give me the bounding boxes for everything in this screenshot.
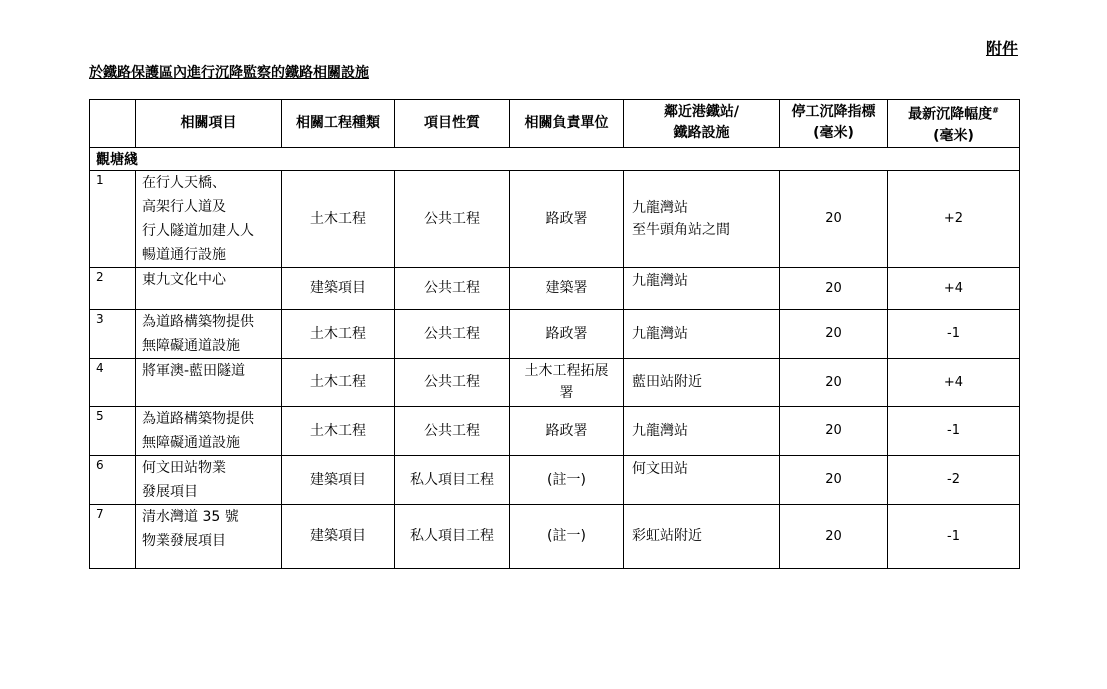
department-cell	[510, 170, 624, 267]
section-title: 觀塘綫	[90, 147, 1020, 170]
row-number: 3	[90, 309, 136, 358]
stop-threshold-cell: 20	[780, 406, 888, 455]
station-cell	[624, 309, 780, 358]
header-latest-settlement	[888, 100, 1020, 148]
department-cell	[510, 267, 624, 309]
work-type-cell: 土木工程	[282, 309, 395, 358]
header-nature: 項目性質	[395, 100, 510, 148]
latest-settlement-cell: -1	[888, 504, 1020, 568]
item-line: 在行人天橋、	[142, 174, 226, 191]
item-line: 為道路構築物提供	[142, 410, 254, 427]
stop-threshold-cell: 20	[780, 455, 888, 504]
nature-cell: 私人項目工程	[395, 504, 510, 568]
row-number: 1	[90, 170, 136, 267]
station-line: 藍田站附近	[632, 374, 702, 391]
item-line: 為道路構築物提供	[142, 313, 254, 330]
department-line: 建築署	[545, 280, 588, 297]
row-number: 6	[90, 455, 136, 504]
item-line: 暢道通行設施	[142, 246, 226, 263]
item-cell	[136, 455, 282, 504]
row-number: 4	[90, 358, 136, 406]
work-type-cell: 土木工程	[282, 170, 395, 267]
header-stop-threshold	[780, 100, 888, 148]
item-line: 高架行人道及	[142, 198, 226, 215]
work-type-cell: 建築項目	[282, 504, 395, 568]
station-line: 九龍灣站	[632, 199, 688, 216]
department-line: (註一)	[547, 528, 586, 545]
stop-threshold-cell: 20	[780, 170, 888, 267]
header-latest-footnote-mark: #	[992, 106, 999, 115]
department-line: 路政署	[545, 210, 588, 227]
work-type-cell: 建築項目	[282, 455, 395, 504]
department-cell	[510, 309, 624, 358]
header-row	[90, 100, 1020, 148]
station-cell	[624, 358, 780, 406]
station-cell	[624, 170, 780, 267]
item-line: 清水灣道 35 號	[142, 508, 239, 525]
work-type-cell: 建築項目	[282, 267, 395, 309]
latest-settlement-cell: -1	[888, 406, 1020, 455]
station-cell	[624, 267, 780, 309]
item-line: 東九文化中心	[142, 271, 226, 288]
row-number: 2	[90, 267, 136, 309]
table-row	[90, 358, 1020, 406]
work-type-cell: 土木工程	[282, 406, 395, 455]
nature-cell: 公共工程	[395, 358, 510, 406]
department-cell	[510, 455, 624, 504]
header-work-type: 相關工程種類	[282, 100, 395, 148]
latest-settlement-cell: -2	[888, 455, 1020, 504]
section-row	[90, 147, 1020, 170]
item-cell	[136, 309, 282, 358]
department-cell	[510, 504, 624, 568]
department-line: (註一)	[547, 471, 586, 488]
stop-threshold-cell: 20	[780, 267, 888, 309]
monitoring-table	[89, 99, 1020, 569]
header-station-line2: 鐵路設施	[673, 125, 730, 142]
stop-threshold-cell: 20	[780, 358, 888, 406]
table-row	[90, 406, 1020, 455]
annex-label: 附件	[985, 39, 1018, 58]
table-row	[90, 267, 1020, 309]
item-line: 物業發展項目	[142, 532, 226, 549]
header-station-line1: 鄰近港鐵站/	[663, 104, 740, 121]
department-line: 路政署	[545, 422, 588, 439]
station-cell	[624, 504, 780, 568]
header-station	[624, 100, 780, 148]
item-line: 將軍澳-藍田隧道	[142, 362, 246, 379]
row-number: 5	[90, 406, 136, 455]
nature-cell: 公共工程	[395, 406, 510, 455]
latest-settlement-cell: +4	[888, 267, 1020, 309]
header-latest-text: 最新沉降幅度	[908, 106, 993, 123]
header-stop-line2: (毫米)	[813, 125, 854, 142]
header-item: 相關項目	[136, 100, 282, 148]
work-type-cell: 土木工程	[282, 358, 395, 406]
item-cell	[136, 267, 282, 309]
stop-threshold-cell: 20	[780, 309, 888, 358]
department-cell	[510, 358, 624, 406]
row-number: 7	[90, 504, 136, 568]
latest-settlement-cell: -1	[888, 309, 1020, 358]
item-line: 無障礙通道設施	[142, 434, 240, 451]
station-line: 九龍灣站	[632, 325, 688, 342]
station-line: 九龍灣站	[632, 422, 688, 439]
item-cell	[136, 504, 282, 568]
item-line: 發展項目	[142, 483, 198, 500]
station-cell	[624, 406, 780, 455]
item-line: 何文田站物業	[142, 459, 226, 476]
item-line: 行人隧道加建人人	[142, 222, 254, 239]
nature-cell: 公共工程	[395, 267, 510, 309]
latest-settlement-cell: +2	[888, 170, 1020, 267]
document-title: 於鐵路保護區內進行沉降監察的鐵路相關設施	[89, 65, 369, 81]
station-line: 彩虹站附近	[632, 528, 702, 545]
header-department: 相關負責單位	[510, 100, 624, 148]
nature-cell: 私人項目工程	[395, 455, 510, 504]
nature-cell: 公共工程	[395, 170, 510, 267]
latest-settlement-cell: +4	[888, 358, 1020, 406]
table-row	[90, 170, 1020, 267]
item-cell	[136, 358, 282, 406]
item-cell	[136, 406, 282, 455]
table-row	[90, 455, 1020, 504]
nature-cell: 公共工程	[395, 309, 510, 358]
header-no	[90, 100, 136, 148]
stop-threshold-cell: 20	[780, 504, 888, 568]
department-line: 署	[559, 385, 574, 402]
station-line: 九龍灣站	[632, 272, 688, 289]
header-stop-line1: 停工沉降指標	[791, 104, 876, 121]
department-line: 路政署	[545, 325, 588, 342]
table-row	[90, 309, 1020, 358]
station-line: 何文田站	[632, 460, 688, 477]
station-line: 至牛頭角站之間	[632, 221, 730, 238]
table-row	[90, 504, 1020, 568]
department-cell	[510, 406, 624, 455]
item-cell	[136, 170, 282, 267]
department-line: 土木工程拓展	[524, 363, 609, 380]
item-line: 無障礙通道設施	[142, 337, 240, 354]
header-latest-line1	[892, 100, 1015, 126]
header-latest-line2: (毫米)	[933, 127, 974, 144]
station-cell	[624, 455, 780, 504]
